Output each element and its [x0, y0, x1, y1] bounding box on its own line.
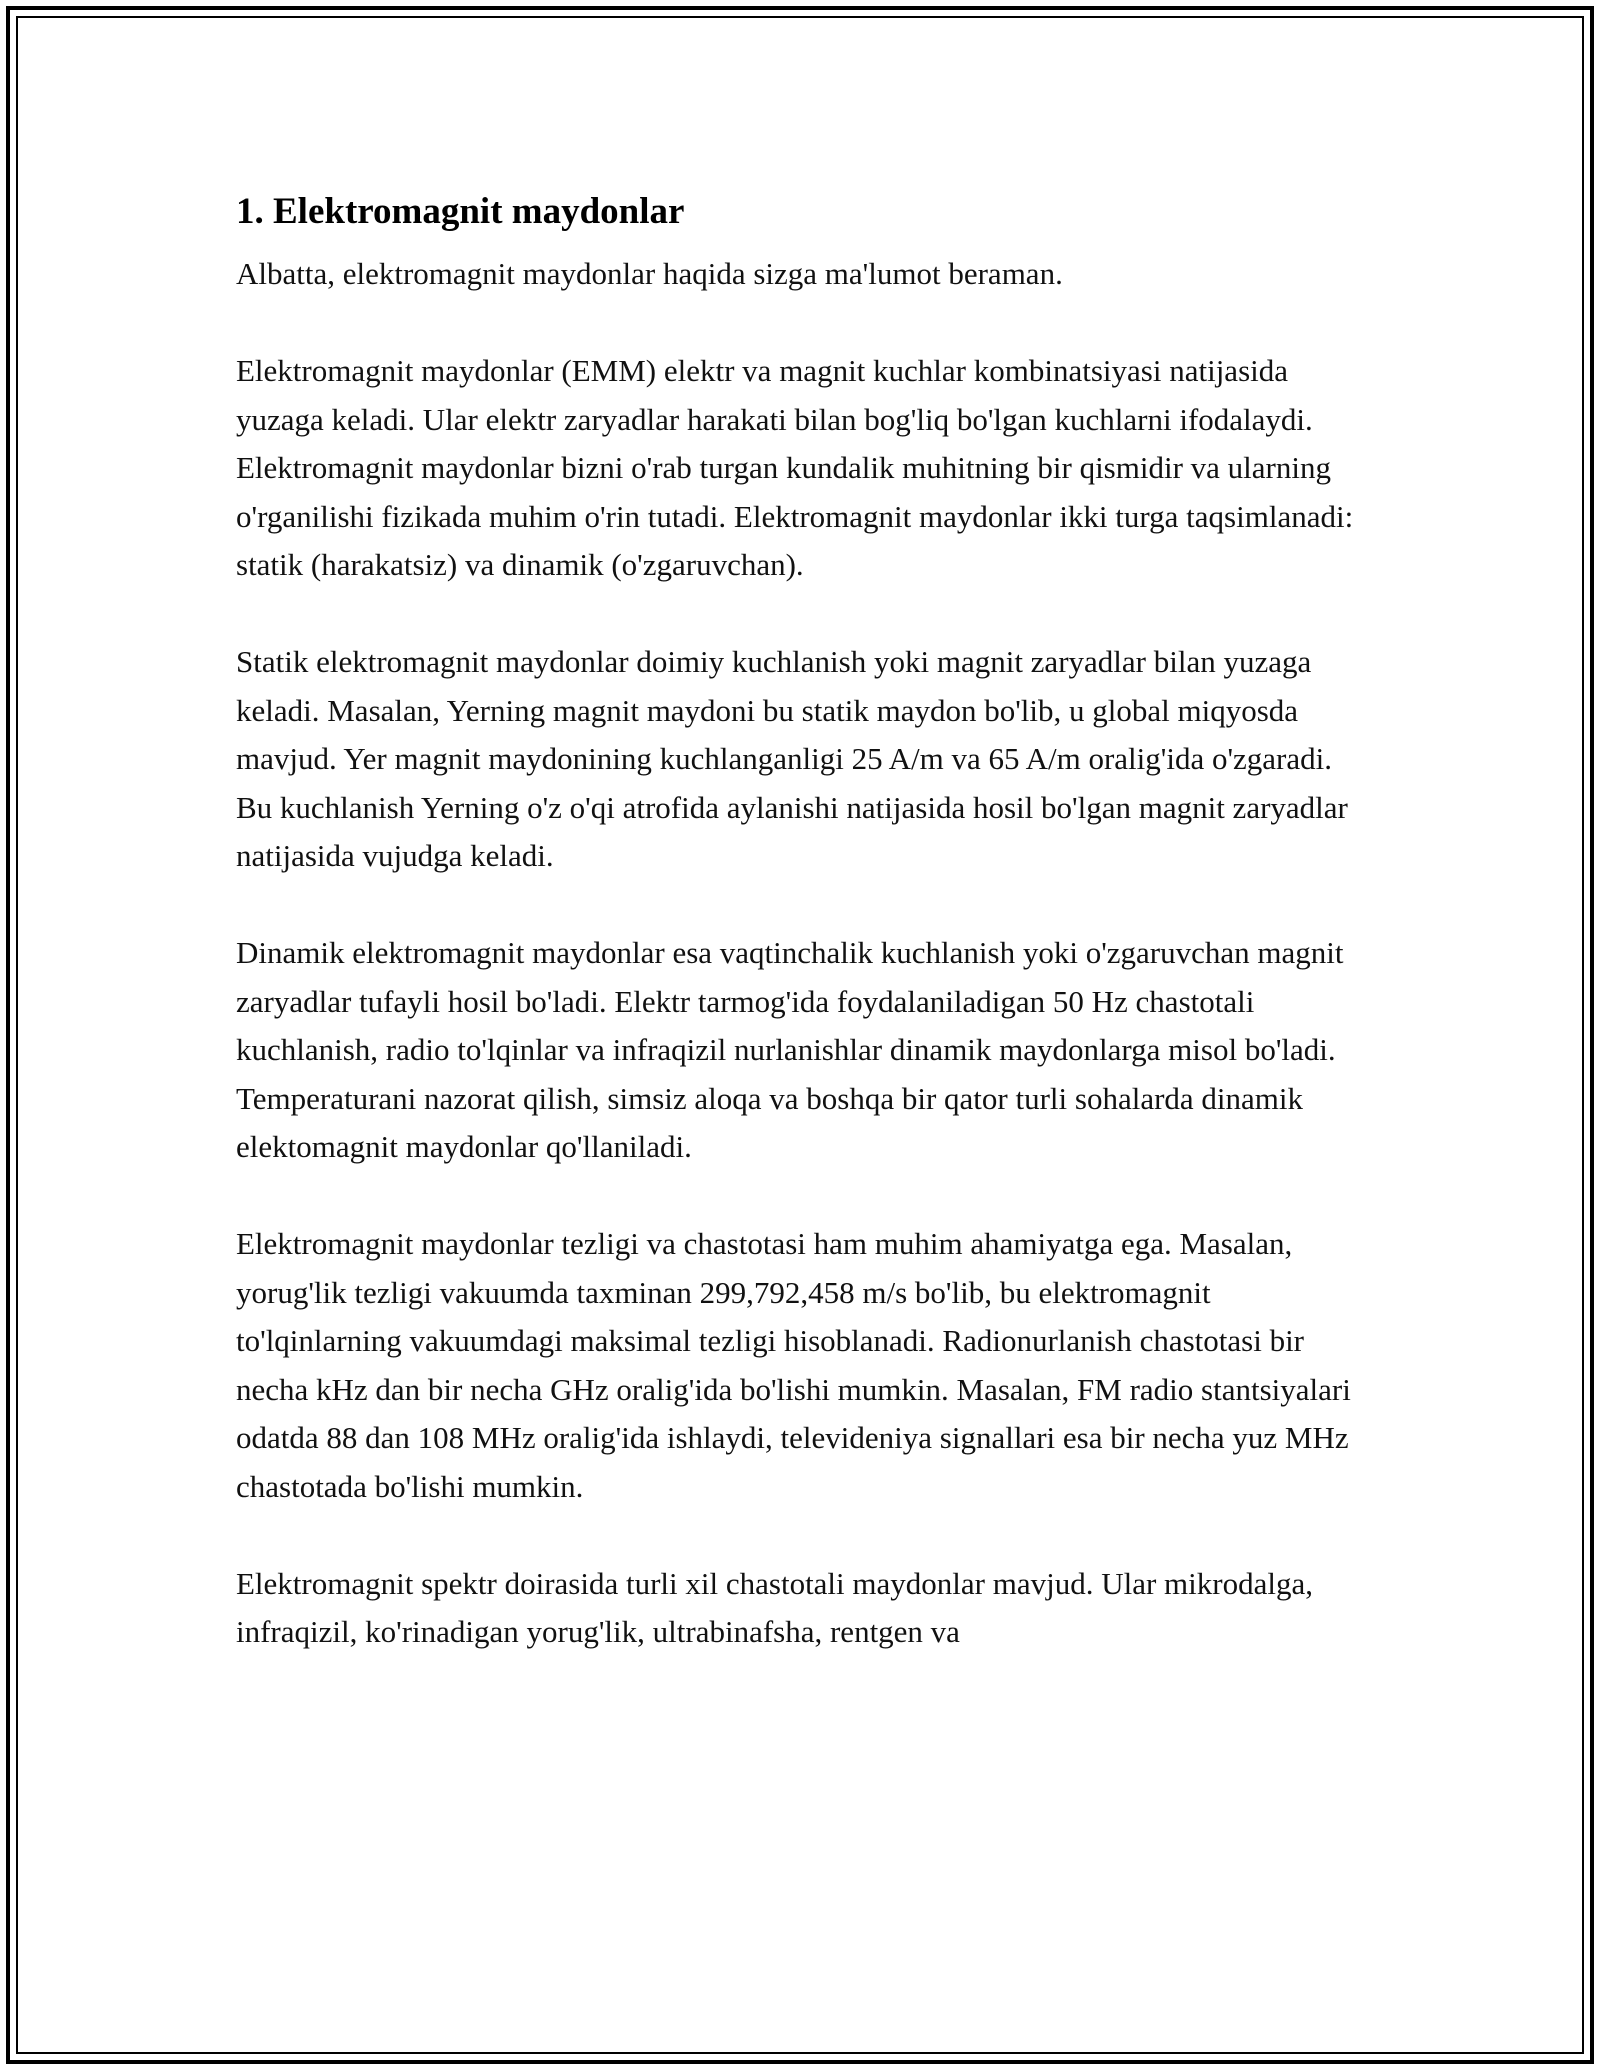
paragraph-static-fields: Statik elektromagnit maydonlar doimiy kuchlanish yoki magnit zaryadlar bilan yuzaga keladi. Masalan, Yerning magnit maydoni bu statik maydon bo'lib, u global miqyosda mavjud. Yer magnit maydonining kuchlanganligi 25 A/m va 65 A/m oralig'ida o'zgaradi. Bu kuchlanish Yerning o'z o'qi atrofida aylanishi natijasida hosil bo'lgan magnit zaryadlar natijasida vujudga keladi.: [236, 644, 1348, 873]
paragraph-speed-frequency: Elektromagnit maydonlar tezligi va chastotasi ham muhim ahamiyatga ega. Masalan, yorug'lik tezligi vakuumda taxminan 299,792,458 m/s bo'lib, bu elektromagnit to'lqinlarning vakuumdagi maksimal tezligi hisoblanadi. Radionurlanish chastotasi bir necha kHz dan bir necha GHz oralig'ida bo'lishi mumkin. Masalan, FM radio stantsiyalari odatda 88 dan 108 MHz oralig'ida ishlaydi, televideniya signallari esa bir necha yuz MHz chastotada bo'lishi mumkin.: [236, 1226, 1351, 1504]
section-heading: 1. Elektromagnit maydonlar: [236, 191, 685, 232]
paragraph-spectrum: Elektromagnit spektr doirasida turli xil chastotali maydonlar mavjud. Ular mikrodalga, infraqizil, ko'rinadigan yorug'lik, ultrabinafsha, rentgen va: [236, 1565, 1313, 1649]
paragraph-dynamic-fields: Dinamik elektromagnit maydonlar esa vaqtinchalik kuchlanish yoki o'zgaruvchan magnit zaryadlar tufayli hosil bo'ladi. Elektr tarmog'ida foydalaniladigan 50 Hz chastotali kuchlanish, radio to'lqinlar va infraqizil nurlanishlar dinamik maydonlarga misol bo'ladi. Temperaturani nazorat qilish, simsiz aloqa va boshqa bir qator turli sohalarda dinamik elektomagnit maydonlar qo'llaniladi.: [236, 935, 1344, 1164]
intro-paragraph: Albatta, elektromagnit maydonlar haqida sizga ma'lumot beraman.: [236, 256, 1063, 291]
paragraph-emm-definition: Elektromagnit maydonlar (EMM) elektr va magnit kuchlar kombinatsiyasi natijasida yuzaga keladi. Ular elektr zaryadlar harakati bilan bog'liq bo'lgan kuchlarni ifodalaydi. Elektromagnit maydonlar bizni o'rab turgan kundalik muhitning bir qismidir va ularning o'rganilishi fizikada muhim o'rin tutadi. Elektromagnit maydonlar ikki turga taqsimlanadi: statik (harakatsiz) va dinamik (o'zgaruvchan).: [236, 353, 1354, 582]
document-body: [236, 186, 1366, 1657]
